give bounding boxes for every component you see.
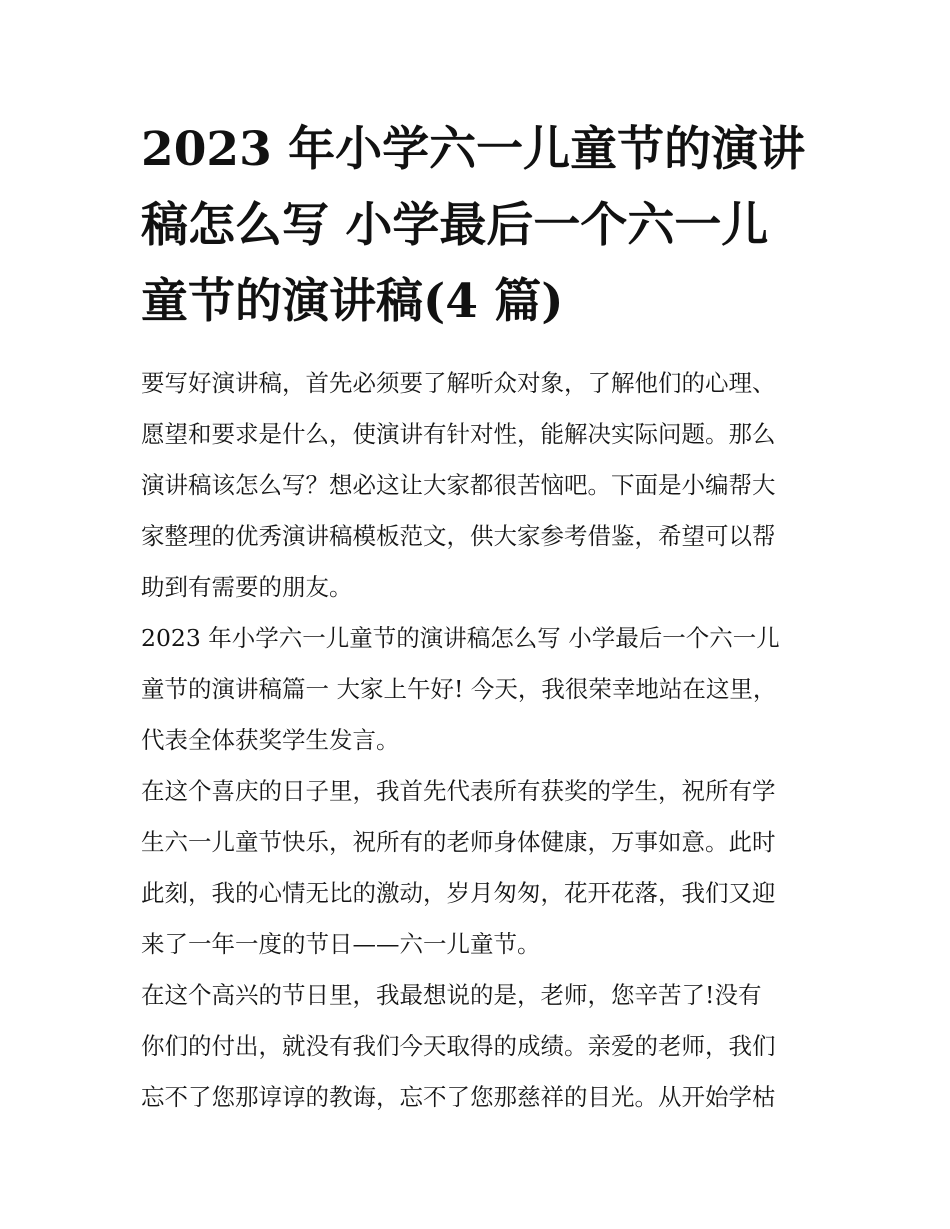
title-line: 2023 年小学六一儿童节的演讲 [141, 122, 806, 177]
body-line: 生六一儿童节快乐，祝所有的老师身体健康，万事如意。此时 [141, 828, 776, 856]
body-line: 忘不了您那谆谆的教诲，忘不了您那慈祥的目光。从开始学枯 [141, 1083, 776, 1111]
body-line: 代表全体获奖学生发言。 [141, 726, 400, 754]
body-line: 在这个高兴的节日里，我最想说的是，老师，您辛苦了!没有 [141, 981, 762, 1009]
body-line: 家整理的优秀演讲稿模板范文，供大家参考借鉴，希望可以帮 [141, 522, 776, 550]
title-line: 童节的演讲稿(4 篇) [141, 274, 564, 329]
body-line: 在这个喜庆的日子里，我首先代表所有获奖的学生，祝所有学 [141, 777, 776, 805]
body-line: 要写好演讲稿，首先必须要了解听众对象，了解他们的心理、 [141, 369, 776, 397]
document-title [141, 112, 811, 340]
body-line: 此刻，我的心情无比的激动，岁月匆匆，花开花落，我们又迎 [141, 879, 776, 907]
title-line: 稿怎么写 小学最后一个六一儿 [141, 198, 769, 253]
body-line: 你们的付出，就没有我们今天取得的成绩。亲爱的老师，我们 [141, 1032, 776, 1060]
document-body [141, 358, 821, 1123]
body-line: 助到有需要的朋友。 [141, 573, 353, 601]
body-line: 演讲稿该怎么写？想必这让大家都很苦恼吧。下面是小编帮大 [141, 471, 776, 499]
body-line: 2023 年小学六一儿童节的演讲稿怎么写 小学最后一个六一儿 [141, 624, 780, 652]
body-line: 来了一年一度的节日——六一儿童节。 [141, 930, 541, 958]
body-line: 童节的演讲稿篇一 大家上午好! 今天，我很荣幸地站在这里， [141, 675, 777, 703]
body-line: 愿望和要求是什么，使演讲有针对性，能解决实际问题。那么 [141, 420, 776, 448]
